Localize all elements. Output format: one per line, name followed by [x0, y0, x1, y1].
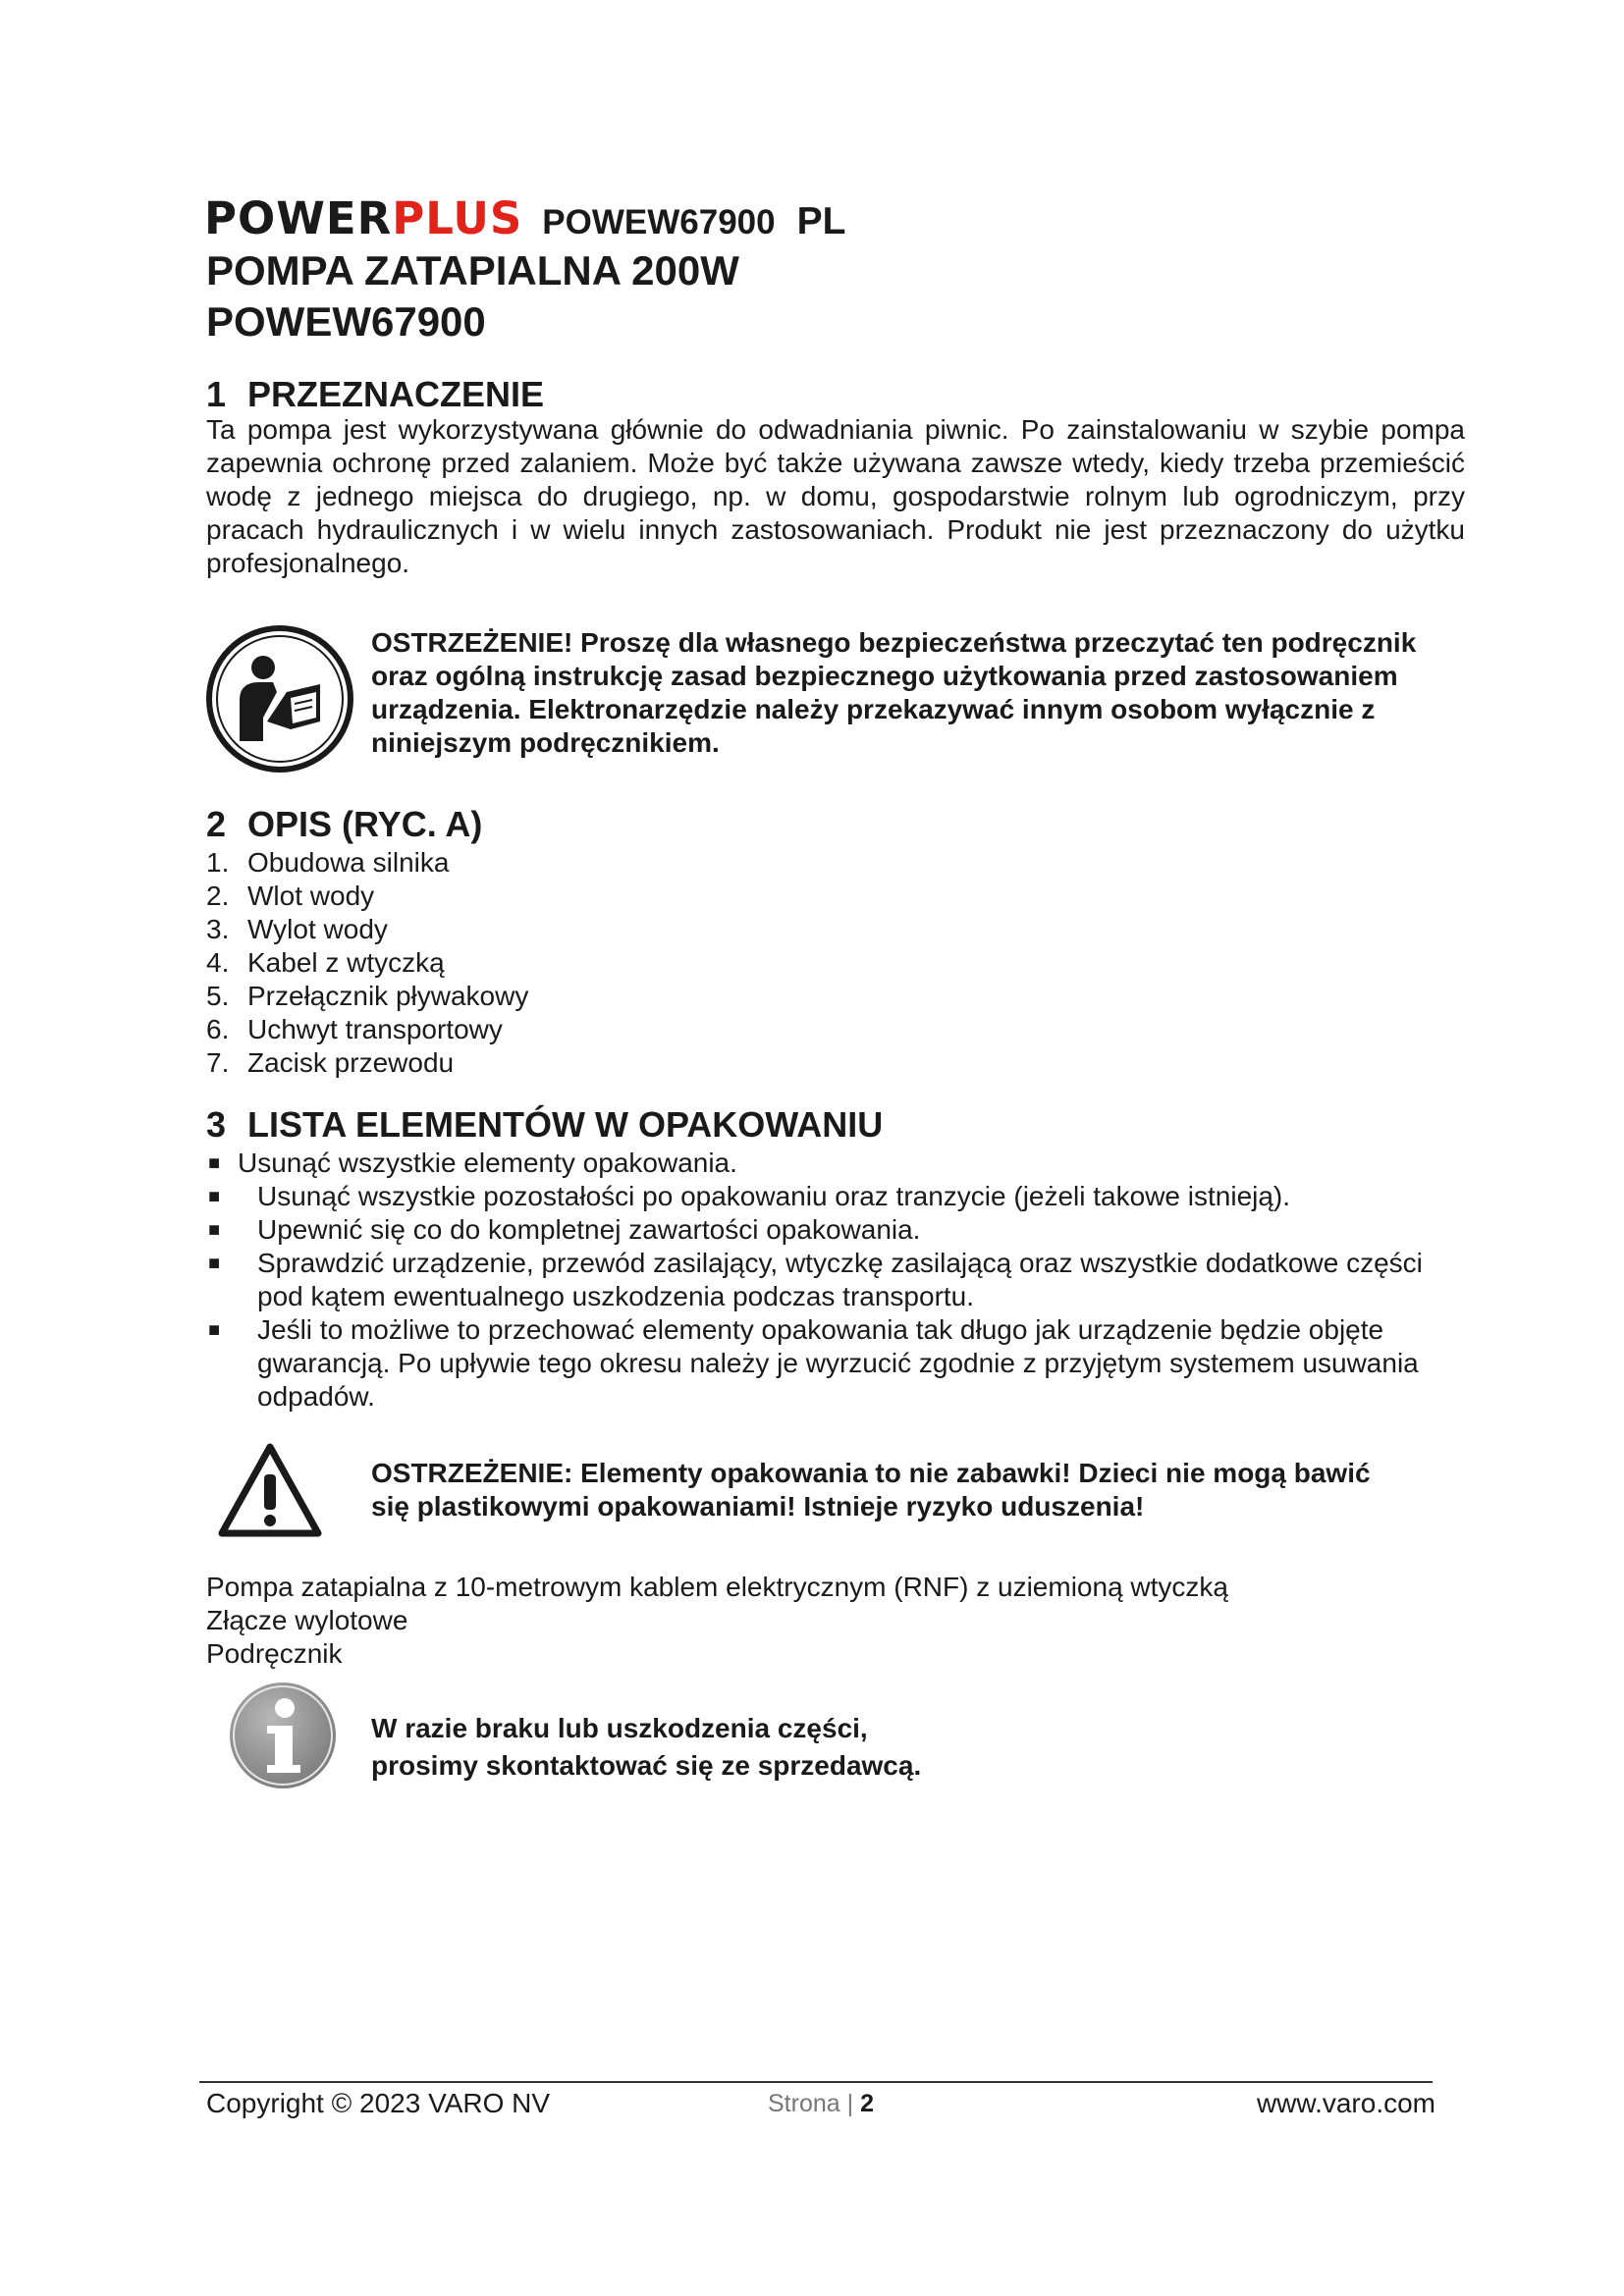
info-note-line-1: W razie braku lub uszkodzenia części, — [371, 1713, 868, 1743]
brand-logo: POWERPLUS — [204, 192, 523, 244]
list-item: 3. Wylot wody — [206, 914, 388, 944]
info-note-line-2: prosimy skontaktować się ze sprzedawcą. — [371, 1750, 922, 1781]
list-item: 4. Kabel z wtyczką — [206, 947, 445, 978]
unpacking-bullet-list — [206, 1147, 1473, 1414]
package-content-manual: Podręcznik — [206, 1638, 343, 1669]
footer-page-number: Strona | 2 — [768, 2090, 874, 2117]
footer-website: www.varo.com — [1256, 2088, 1435, 2118]
list-item: 7. Zacisk przewodu — [206, 1047, 455, 1078]
section-1-heading: 1 PRZEZNACZENIE — [206, 374, 545, 414]
product-model-title: POWEW67900 — [206, 298, 486, 345]
section-1-warning: OSTRZEŻENIE! Proszę dla własnego bezpieczeństwa przeczytać ten podręcznik oraz ogólną instrukcję zasad bezpiecznego użytkowania przed zastosowaniem urządzenia. Elektronarzędzie należy przekazywać innym osobom wyłącznie z niniejszym podręcznikiem. — [371, 627, 1417, 758]
list-item: ■ Usunąć wszystkie elementy opakowania. — [208, 1148, 737, 1178]
list-item: 2. Wlot wody — [206, 881, 375, 911]
product-title: POMPA ZATAPIALNA 200W — [206, 247, 739, 294]
list-item: ■ Sprawdzić urządzenie, przewód zasilający, wtyczkę zasilającą oraz wszystkie dodatkowe części pod kątem ewentualnego uszkodzenia podczas transportu. — [208, 1248, 1423, 1311]
language-code: PL — [796, 200, 846, 242]
package-content-pump: Pompa zatapialna z 10-metrowym kablem elektrycznym (RNF) z uziemioną wtyczką — [206, 1572, 1228, 1602]
list-item: 5. Przełącznik pływakowy — [206, 981, 529, 1011]
info-icon — [228, 1681, 338, 1790]
model-code: POWEW67900 — [542, 203, 776, 241]
list-item: ■ Usunąć wszystkie pozostałości po opakowaniu oraz tranzycie (jeżeli takowe istnieją). — [208, 1181, 1291, 1211]
section-3-warning: OSTRZEŻENIE: Elementy opakowania to nie zabawki! Dzieci nie mogą bawić się plastikowymi opakowaniami! Istnieje ryzyko uduszenia! — [371, 1458, 1371, 1522]
warning-triangle-icon — [216, 1441, 324, 1539]
section-3-heading: 3 LISTA ELEMENTÓW W OPAKOWANIU — [206, 1104, 884, 1145]
list-item: 1. Obudowa silnika — [206, 847, 450, 878]
parts-list — [206, 846, 528, 1080]
document-header — [204, 192, 845, 247]
footer-copyright: Copyright © 2023 VARO NV — [206, 2088, 551, 2118]
footer-divider — [199, 2081, 1433, 2083]
list-item: ■ Jeśli to możliwe to przechować elementy opakowania tak długo jak urządzenie będzie objęte gwarancją. Po upływie tego okresu należy je wyrzucić zgodnie z przyjętym systemem usuwania odpadów. — [208, 1314, 1419, 1412]
section-2-heading: 2 OPIS (RYC. A) — [206, 804, 483, 844]
package-content-connector: Złącze wylotowe — [206, 1605, 408, 1635]
list-item: 6. Uchwyt transportowy — [206, 1014, 503, 1044]
section-1-paragraph: Ta pompa jest wykorzystywana głównie do odwadniania piwnic. Po zainstalowaniu w szybie pompa zapewnia ochronę przed zalaniem. Może być także używana zawsze wtedy, kiedy trzeba przemieścić wodę z jednego miejsca do drugiego, np. w domu, gospodarstwie rolnym lub ogrodniczym, przy pracach hydraulicznych i w wielu innych zastosowaniach. Produkt nie jest przeznaczony do użytku profesjonalnego. — [206, 414, 1465, 578]
list-item: ■ Upewnić się co do kompletnej zawartości opakowania. — [208, 1214, 921, 1245]
read-manual-icon — [204, 623, 356, 775]
